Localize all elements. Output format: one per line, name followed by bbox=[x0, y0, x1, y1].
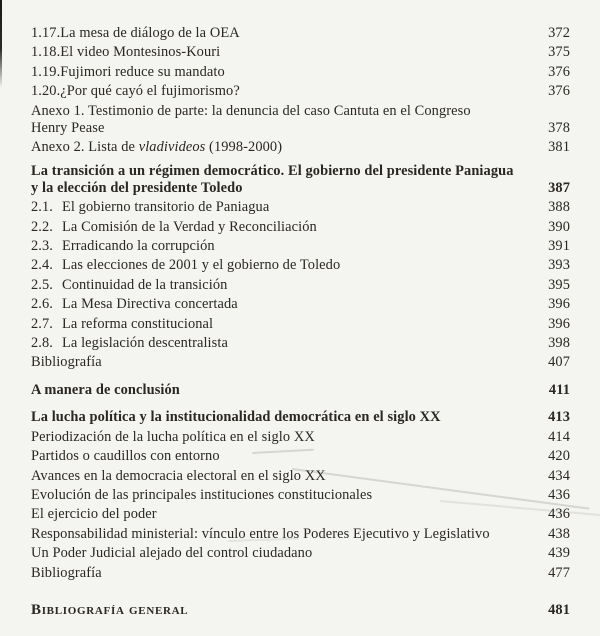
entry-text-segment: Fujimori reduce su mandato bbox=[60, 63, 225, 80]
entry-text-segment: La lucha política y la institucionalidad democrática en el siglo XX bbox=[31, 409, 441, 426]
page-number: 438 bbox=[548, 525, 570, 542]
entry-title bbox=[31, 544, 528, 563]
entry-text-segment: A manera de conclusión bbox=[31, 381, 180, 398]
entry-number: 2.8. bbox=[31, 335, 53, 352]
entry-title bbox=[31, 295, 528, 314]
toc-entry bbox=[31, 544, 570, 563]
entry-title bbox=[31, 276, 528, 295]
toc-entry bbox=[31, 381, 570, 400]
toc-entry bbox=[31, 447, 570, 466]
entry-text-segment: La Mesa Directiva concertada bbox=[62, 296, 238, 313]
entry-text-segment: El gobierno transitorio de Paniagua bbox=[62, 199, 270, 216]
page-number: 436 bbox=[548, 506, 570, 523]
toc-entry bbox=[31, 163, 570, 199]
toc-entry bbox=[31, 505, 570, 524]
entry-title bbox=[31, 381, 528, 400]
scan-edge-artifact bbox=[0, 0, 2, 88]
page-number: 396 bbox=[548, 315, 570, 332]
entry-number: 2.5. bbox=[31, 276, 53, 293]
entry-number: 2.6. bbox=[31, 296, 53, 313]
page-number: 393 bbox=[548, 257, 570, 274]
toc-entry bbox=[31, 486, 570, 505]
entry-text-segment: Bibliografía bbox=[31, 354, 102, 371]
page-number: 481 bbox=[548, 601, 570, 618]
entry-text-segment: Evolución de las principales instituciones constitucionales bbox=[31, 486, 373, 503]
page-number: 381 bbox=[548, 139, 570, 156]
toc-entry bbox=[31, 564, 570, 583]
entry-title bbox=[31, 353, 528, 372]
entry-text-segment: (1998-2000) bbox=[205, 139, 283, 156]
entry-title bbox=[31, 237, 528, 256]
entry-text-segment: La legislación descentralista bbox=[62, 335, 228, 352]
page-number: 378 bbox=[548, 119, 570, 136]
toc-entry bbox=[31, 82, 570, 101]
entry-text-segment: Partidos o caudillos con entorno bbox=[31, 448, 220, 465]
page-number: 439 bbox=[548, 545, 570, 562]
entry-title bbox=[31, 256, 528, 275]
entry-title bbox=[31, 486, 528, 505]
toc-entry bbox=[31, 138, 570, 157]
entry-title bbox=[31, 315, 528, 334]
page-number: 420 bbox=[548, 448, 570, 465]
entry-title bbox=[31, 138, 528, 157]
toc-entry bbox=[31, 218, 570, 237]
entry-title bbox=[31, 601, 528, 620]
entry-text-segment: El video Montesinos-Kouri bbox=[60, 44, 221, 61]
entry-title bbox=[31, 525, 528, 544]
entry-title bbox=[31, 163, 528, 199]
entry-text-segment: El ejercicio del poder bbox=[31, 506, 157, 523]
page-number: 436 bbox=[548, 486, 570, 503]
entry-number: 2.1. bbox=[31, 199, 53, 216]
entry-text-segment: La Comisión de la Verdad y Reconciliación bbox=[62, 218, 317, 235]
entry-line: Henry Pease bbox=[31, 120, 105, 137]
page-number: 376 bbox=[548, 63, 570, 80]
entry-number: 1.20. bbox=[31, 83, 61, 100]
entry-text-segment: La mesa de diálogo de la OEA bbox=[60, 25, 240, 41]
entry-title bbox=[31, 428, 528, 447]
page-number: 477 bbox=[548, 564, 570, 581]
table-of-contents bbox=[31, 24, 570, 620]
page-number: 407 bbox=[548, 354, 570, 371]
entry-title bbox=[31, 334, 528, 353]
toc-entry bbox=[31, 315, 570, 334]
page-number: 414 bbox=[548, 428, 570, 445]
entry-title bbox=[31, 408, 528, 427]
entry-title bbox=[31, 467, 528, 486]
toc-entry bbox=[31, 428, 570, 447]
entry-text-segment: Erradicando la corrupción bbox=[62, 238, 215, 255]
toc-entry bbox=[31, 467, 570, 486]
entry-title bbox=[31, 564, 528, 583]
page-number: 411 bbox=[548, 381, 570, 398]
entry-text-segment: Responsabilidad ministerial: vínculo entre los Poderes Ejecutivo y Legislativo bbox=[31, 525, 490, 542]
toc-entry bbox=[31, 295, 570, 314]
page-number: 387 bbox=[548, 179, 570, 196]
page-number: 413 bbox=[548, 409, 570, 426]
toc-entry bbox=[31, 24, 570, 43]
page-number: 398 bbox=[548, 335, 570, 352]
entry-title bbox=[31, 82, 528, 101]
entry-number: 1.17. bbox=[31, 25, 61, 41]
page-number: 396 bbox=[548, 296, 570, 313]
page-number: 372 bbox=[548, 25, 570, 41]
page-number: 390 bbox=[548, 218, 570, 235]
page-number: 388 bbox=[548, 199, 570, 216]
entry-title bbox=[31, 63, 528, 82]
entry-text-segment: Bibliografía bbox=[31, 564, 102, 581]
entry-title bbox=[31, 43, 528, 62]
entry-number: 2.4. bbox=[31, 257, 53, 274]
entry-text-segment: Un Poder Judicial alejado del control ciudadano bbox=[31, 545, 313, 562]
toc-entry bbox=[31, 198, 570, 217]
entry-line: Anexo 1. Testimonio de parte: la denuncia del caso Cantuta en el Congreso bbox=[31, 102, 471, 119]
entry-title bbox=[31, 24, 528, 43]
entry-italic-segment: vladivideos bbox=[138, 139, 206, 156]
toc-entry bbox=[31, 334, 570, 353]
toc-entry bbox=[31, 103, 570, 139]
entry-number: 2.7. bbox=[31, 315, 53, 332]
entry-text-segment: Anexo 2. Lista de bbox=[31, 139, 139, 156]
entry-text-segment: Continuidad de la transición bbox=[62, 276, 228, 293]
page-number: 391 bbox=[548, 238, 570, 255]
entry-number: 2.2. bbox=[31, 218, 53, 235]
entry-number: 2.3. bbox=[31, 238, 53, 255]
toc-entry bbox=[31, 601, 570, 620]
entry-text-segment: La reforma constitucional bbox=[62, 315, 214, 332]
entry-number: 1.19. bbox=[31, 63, 61, 80]
entry-line: La transición a un régimen democrático. El gobierno del presidente Paniagua bbox=[31, 162, 514, 179]
entry-title bbox=[31, 198, 528, 217]
entry-title bbox=[31, 505, 528, 524]
toc-entry bbox=[31, 63, 570, 82]
page-number: 395 bbox=[548, 276, 570, 293]
page-number: 434 bbox=[548, 467, 570, 484]
entry-text-segment: Bibliografía general bbox=[31, 601, 189, 618]
toc-entry bbox=[31, 43, 570, 62]
page-number: 375 bbox=[548, 44, 570, 61]
entry-title bbox=[31, 447, 528, 466]
entry-title bbox=[31, 103, 528, 139]
toc-entry bbox=[31, 525, 570, 544]
entry-text-segment: ¿Por qué cayó el fujimorismo? bbox=[60, 83, 240, 100]
entry-text-segment: Periodización de la lucha política en el siglo XX bbox=[31, 428, 315, 445]
entry-number: 1.18. bbox=[31, 44, 61, 61]
toc-entry bbox=[31, 353, 570, 372]
toc-entry bbox=[31, 276, 570, 295]
entry-text-segment: Las elecciones de 2001 y el gobierno de Toledo bbox=[62, 257, 341, 274]
entry-line: y la elección del presidente Toledo bbox=[31, 180, 243, 197]
page-number: 376 bbox=[548, 83, 570, 100]
toc-entry bbox=[31, 237, 570, 256]
entry-title bbox=[31, 218, 528, 237]
toc-entry bbox=[31, 256, 570, 275]
entry-text-segment: Avances en la democracia electoral en el siglo XX bbox=[31, 467, 326, 484]
toc-entry bbox=[31, 408, 570, 427]
